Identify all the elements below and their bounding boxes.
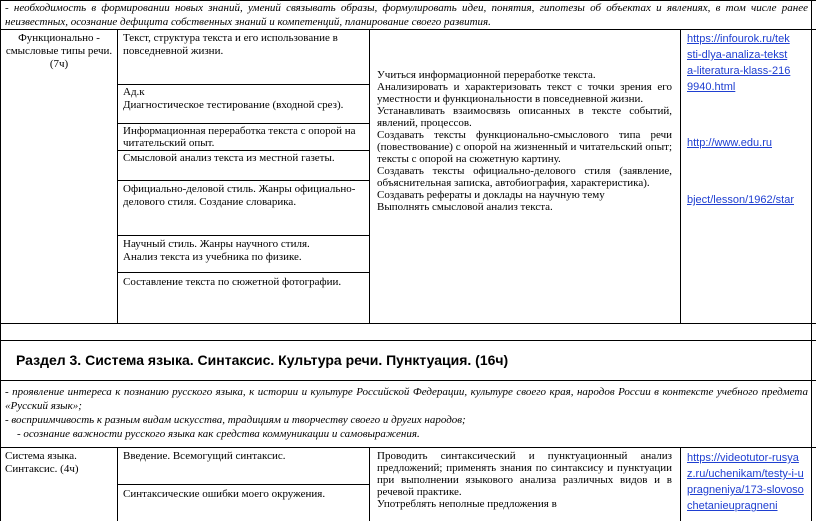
activity-5: Создавать тексты официально-делового стиля (заявление, объяснительная записка, автобиография, характеристика). <box>377 165 672 189</box>
rule-block2-top <box>0 447 816 448</box>
goal-2: - восприимчивость к разным видам искусства, традициям и творчеству своего и других народов; <box>5 414 466 426</box>
rule-section-bottom <box>0 380 816 381</box>
b2-activity-1: Проводить синтаксический и пунктуационный анализ предложений; применять знания по синтаксису и пунктуации при выполнении языкового анализа различных видов и в речевой практике. <box>377 450 672 498</box>
rule-lesson-4 <box>117 180 369 181</box>
rule-block1-top <box>0 29 816 30</box>
rule-lesson-3 <box>117 150 369 151</box>
activity-7: Выполнять смысловой анализ текста. <box>377 201 553 213</box>
activity-6: Создавать рефераты и доклады на научную тему <box>377 189 605 201</box>
rule-col2 <box>369 29 370 323</box>
goal-3: - осознание важности русского языка как средства коммуникации и самовыражения. <box>17 428 420 440</box>
section3-title: Раздел 3. Система языка. Синтаксис. Культура речи. Пунктуация. (16ч) <box>16 352 509 368</box>
rule-lesson-2 <box>117 123 369 124</box>
block1-lesson-2: Ад.к Диагностическое тестирование (входной срез). <box>123 86 344 111</box>
rule-col3-b2 <box>680 447 681 521</box>
block1-lesson-1: Текст, структура текста и его использование в повседневной жизни. <box>123 32 338 57</box>
goal-1: - проявление интереса к познанию русского языка, к истории и культуре Российской Федерации, культуре своего края, народов России в контексте учебного предмета «Русский язык»; <box>5 386 808 412</box>
block2-activities <box>377 450 672 510</box>
section3-goals <box>5 385 808 441</box>
block1-lesson-5: Официально-деловой стиль. Жанры официально-делового стиля. Создание словарика. <box>123 183 356 208</box>
rule-col2-b2 <box>369 447 370 521</box>
activity-3: Устанавливать взаимосвязь описанных в тексте событий, явлений, процессов. <box>377 105 672 129</box>
block1-lesson-6: Научный стиль. Жанры научного стиля. Анализ текста из учебника по физике. <box>123 238 310 263</box>
activity-4: Создавать тексты функционально-смыслового типа речи (повествование) с опорой на жизненный и читательский опыт; тексты с опорой на сюжетную картину. <box>377 129 672 165</box>
rule-lesson-5 <box>117 235 369 236</box>
link-infourok[interactable]: https://infourok.ru/teksti-dlya-analiza-teksta-literatura-klass-2169940.html <box>687 33 791 93</box>
rule-left-edge <box>0 0 1 521</box>
activity-2: Анализировать и характеризовать текст с точки зрения его уместности и функциональности в повседневной жизни. <box>377 81 672 105</box>
block1-topic: Функционально - смысловые типы речи. (7ч) <box>5 32 113 70</box>
rule-block1-bottom <box>0 323 816 324</box>
top-note: - необходимость в формировании новых знаний, умений связывать образы, формулировать идеи, понятия, гипотезы об объектах и явлениях, в том числе ранее неизвестных, осознание дефицита собственных знаний и компетенций, планирование своего развития. <box>5 2 808 28</box>
rule-lesson-1 <box>117 84 369 85</box>
b2-activity-2: Употреблять неполные предложения в <box>377 498 557 510</box>
block2-lesson-2: Синтаксические ошибки моего окружения. <box>123 488 326 500</box>
rule-col1 <box>117 29 118 323</box>
rule-col3 <box>680 29 681 323</box>
activity-1: Учиться информационной переработке текста. <box>377 69 596 81</box>
rule-right-edge <box>811 0 812 521</box>
link-edu-ru[interactable]: http://www.edu.ru <box>687 137 772 149</box>
block2-topic: Система языка. Синтаксис. (4ч) <box>5 450 79 475</box>
rule-lesson-b2 <box>117 484 369 485</box>
block1-lesson-3: Информационная переработка текста с опорой на читательский опыт. <box>123 125 356 149</box>
block1-lesson-4: Смысловой анализ текста из местной газеты. <box>123 152 335 164</box>
rule-spacer-bottom <box>0 340 816 341</box>
link-lesson[interactable]: bject/lesson/1962/star <box>687 194 795 206</box>
block1-activities <box>377 69 672 213</box>
link-videotutor[interactable]: https://videotutor-rusyaz.ru/uchenikam/testy-i-upragneniya/173-slovosochetanieupragneni <box>687 452 804 512</box>
block1-lesson-7: Составление текста по сюжетной фотографии. <box>123 276 342 288</box>
rule-lesson-6 <box>117 272 369 273</box>
block2-lesson-1: Введение. Всемогущий синтаксис. <box>123 450 286 462</box>
